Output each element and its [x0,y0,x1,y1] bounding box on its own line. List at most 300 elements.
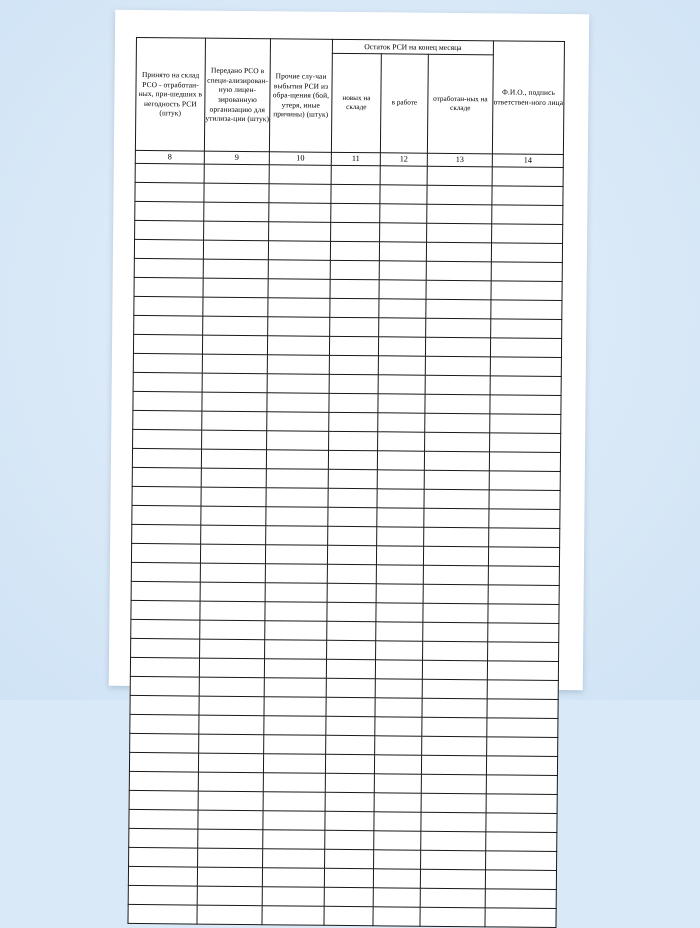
table-cell[interactable] [427,185,492,205]
table-cell[interactable] [330,298,379,317]
table-cell[interactable] [201,449,266,469]
table-cell[interactable] [327,640,376,659]
table-cell[interactable] [129,771,198,791]
table-cell[interactable] [131,581,200,601]
table-cell[interactable] [128,885,197,905]
table-cell[interactable] [135,182,204,202]
table-cell[interactable] [378,337,425,356]
table-cell[interactable] [199,715,264,735]
table-cell[interactable] [198,791,263,811]
table-cell[interactable] [327,564,376,583]
table-cell[interactable] [203,316,268,336]
table-cell[interactable] [376,622,423,641]
table-cell[interactable] [331,222,380,241]
table-cell[interactable] [134,239,203,259]
table-cell[interactable] [267,393,329,413]
table-cell[interactable] [265,583,327,603]
table-cell[interactable] [198,772,263,792]
table-cell[interactable] [488,642,559,662]
table-cell[interactable] [201,506,266,526]
header-cell-col12: в работе [380,54,428,153]
table-cell[interactable] [421,755,486,775]
table-cell[interactable] [423,622,488,642]
table-cell[interactable] [374,812,421,831]
table-cell[interactable] [424,470,489,490]
table-cell[interactable] [326,659,375,678]
table-cell[interactable] [263,849,325,869]
table-cell[interactable] [134,258,203,278]
table-cell[interactable] [330,279,379,298]
table-cell[interactable] [198,753,263,773]
table-cell[interactable] [268,298,330,318]
table-cell[interactable] [421,774,486,794]
table-cell[interactable] [492,167,563,187]
table-cell[interactable] [324,906,373,925]
column-number-14: 14 [492,154,563,168]
table-cell[interactable] [265,621,327,641]
table-cell[interactable] [130,676,199,696]
table-cell[interactable] [266,526,328,546]
table-cell[interactable] [129,809,198,829]
table-cell[interactable] [327,545,376,564]
table-cell[interactable] [421,831,486,851]
table-cell[interactable] [487,699,558,719]
table-cell[interactable] [488,604,559,624]
table-cell[interactable] [200,544,265,564]
table-cell[interactable] [487,737,558,757]
table-cell[interactable] [201,525,266,545]
table-cell[interactable] [373,907,420,926]
table-cell[interactable] [422,698,487,718]
table-cell[interactable] [330,260,379,279]
table-cell[interactable] [488,547,559,567]
table-cell[interactable] [265,602,327,622]
table-cell[interactable] [326,678,375,697]
table-cell[interactable] [490,357,561,377]
registration-table [127,37,565,928]
table-cell[interactable] [486,756,557,776]
table-cell[interactable] [133,353,202,373]
table-cell[interactable] [132,467,201,487]
table-cell[interactable] [263,792,325,812]
table-cell[interactable] [378,432,425,451]
table-cell[interactable] [492,186,563,206]
table-cell[interactable] [424,527,489,547]
table-cell[interactable] [269,184,331,204]
table-cell[interactable] [378,413,425,432]
table-cell[interactable] [197,886,262,906]
table-cell[interactable] [488,585,559,605]
table-cell[interactable] [488,566,559,586]
table-cell[interactable] [491,319,562,339]
table-cell[interactable] [131,562,200,582]
table-cell[interactable] [379,242,426,261]
table-cell[interactable] [331,165,380,184]
table-cell[interactable] [263,754,325,774]
table-cell[interactable] [377,470,424,489]
table-cell[interactable] [490,414,561,434]
table-cell[interactable] [129,847,198,867]
table-cell[interactable] [423,641,488,661]
table-cell[interactable] [426,280,491,300]
table-cell[interactable] [202,373,267,393]
column-number-9: 9 [204,151,269,165]
table-cell[interactable] [374,831,421,850]
table-cell[interactable] [373,888,420,907]
table-cell[interactable] [264,678,326,698]
table-cell[interactable] [197,867,262,887]
table-cell[interactable] [325,754,374,773]
table-container [127,37,563,928]
table-cell[interactable] [486,851,557,871]
table-cell[interactable] [203,240,268,260]
table-cell[interactable] [199,658,264,678]
table-cell[interactable] [376,603,423,622]
header-cell-col13: отработан-ных на складе [427,54,493,153]
table-cell[interactable] [204,183,269,203]
table-cell[interactable] [130,695,199,715]
table-cell[interactable] [489,452,560,472]
table-cell[interactable] [325,773,374,792]
table-cell[interactable] [489,528,560,548]
table-cell[interactable] [133,429,202,449]
table-cell[interactable] [426,261,491,281]
table-cell[interactable] [132,524,201,544]
table-cell[interactable] [492,224,563,244]
table-cell[interactable] [267,374,329,394]
table-cell[interactable] [266,507,328,527]
table-cell[interactable] [490,376,561,396]
table-cell[interactable] [133,334,202,354]
table-cell[interactable] [128,904,197,924]
table-cell[interactable] [487,661,558,681]
table-cell[interactable] [130,657,199,677]
table-cell[interactable] [379,261,426,280]
table-cell[interactable] [201,468,266,488]
table-cell[interactable] [263,830,325,850]
table-cell[interactable] [131,543,200,563]
table-cell[interactable] [198,848,263,868]
table-cell[interactable] [425,413,490,433]
table-cell[interactable] [326,697,375,716]
table-cell[interactable] [424,489,489,509]
table-cell[interactable] [491,300,562,320]
table-cell[interactable] [204,221,269,241]
column-number-13: 13 [427,153,492,167]
table-cell[interactable] [203,259,268,279]
table-cell[interactable] [425,432,490,452]
table-cell[interactable] [204,164,269,184]
table-cell[interactable] [202,335,267,355]
table-cell[interactable] [262,906,324,926]
table-cell[interactable] [264,735,326,755]
table-cell[interactable] [199,696,264,716]
table-cell[interactable] [268,260,330,280]
table-cell[interactable] [490,338,561,358]
table-cell[interactable] [200,639,265,659]
table-cell[interactable] [485,908,556,928]
table-cell[interactable] [378,394,425,413]
table-cell[interactable] [203,297,268,317]
table-cell[interactable] [264,716,326,736]
table-cell[interactable] [420,869,485,889]
table-cell[interactable] [486,813,557,833]
table-cell[interactable] [375,660,422,679]
table-cell[interactable] [485,870,556,890]
table-cell[interactable] [486,832,557,852]
table-cell[interactable] [491,262,562,282]
table-cell[interactable] [325,830,374,849]
table-cell[interactable] [269,222,331,242]
table-cell[interactable] [425,394,490,414]
table-cell[interactable] [329,336,378,355]
table-cell[interactable] [375,698,422,717]
table-cell[interactable] [133,410,202,430]
table-cell[interactable] [427,223,492,243]
table-cell[interactable] [325,849,374,868]
table-cell[interactable] [324,887,373,906]
table-cell[interactable] [326,716,375,735]
table-cell[interactable] [491,281,562,301]
table-cell[interactable] [266,469,328,489]
table-body [128,163,563,927]
table-cell[interactable] [268,317,330,337]
table-cell[interactable] [427,166,492,186]
table-cell[interactable] [487,718,558,738]
table-cell[interactable] [379,280,426,299]
table-cell[interactable] [328,507,377,526]
table-cell[interactable] [129,790,198,810]
table-cell[interactable] [132,448,201,468]
paper-sheet [109,10,589,691]
table-head [135,37,564,167]
table-cell[interactable] [324,868,373,887]
table-cell[interactable] [262,887,324,907]
table-cell[interactable] [486,794,557,814]
table-cell[interactable] [130,714,199,734]
table-cell[interactable] [424,451,489,471]
table-cell[interactable] [486,775,557,795]
table-cell[interactable] [489,471,560,491]
table-cell[interactable] [423,603,488,623]
column-number-11: 11 [331,152,380,165]
table-cell[interactable] [328,526,377,545]
table-cell[interactable] [133,391,202,411]
table-cell[interactable] [330,241,379,260]
table-cell[interactable] [204,202,269,222]
table-cell[interactable] [376,584,423,603]
table-cell[interactable] [423,565,488,585]
table-cell[interactable] [267,336,329,356]
table-cell[interactable] [198,829,263,849]
table-cell[interactable] [331,203,380,222]
table-cell[interactable] [135,163,204,183]
table-cell[interactable] [329,374,378,393]
table-cell[interactable] [199,734,264,754]
table-cell[interactable] [380,166,427,185]
table-cell[interactable] [326,735,375,754]
table-cell[interactable] [379,299,426,318]
header-cell-col9: Передано РСО в специ-ализирован-ную лицен-зированную организацию для утилиза-ции (штук) [204,38,270,152]
table-cell[interactable] [489,490,560,510]
table-cell[interactable] [427,204,492,224]
table-cell[interactable] [423,584,488,604]
table-cell[interactable] [420,907,485,927]
table-cell[interactable] [374,755,421,774]
table-cell[interactable] [489,509,560,529]
table-cell[interactable] [422,679,487,699]
table-cell[interactable] [203,278,268,298]
table-cell[interactable] [327,583,376,602]
table-cell[interactable] [202,411,267,431]
table-cell[interactable] [327,602,376,621]
header-cell-col8: Принято на склад РСО - отработан-ных, при-шедших в негодность РСИ (штук) [135,37,205,151]
table-cell[interactable] [425,356,490,376]
table-cell[interactable] [377,508,424,527]
table-cell[interactable] [422,736,487,756]
table-row[interactable] [128,904,556,927]
table-cell[interactable] [374,793,421,812]
table-cell[interactable] [199,677,264,697]
table-cell[interactable] [200,620,265,640]
table-cell[interactable] [268,279,330,299]
table-cell[interactable] [263,773,325,793]
table-cell[interactable] [200,582,265,602]
table-cell[interactable] [329,412,378,431]
table-cell[interactable] [424,508,489,528]
table-cell[interactable] [328,488,377,507]
table-cell[interactable] [132,505,201,525]
table-cell[interactable] [374,774,421,793]
table-cell[interactable] [133,372,202,392]
table-cell[interactable] [269,165,331,185]
table-cell[interactable] [376,641,423,660]
table-cell[interactable] [197,905,262,925]
table-cell[interactable] [328,450,377,469]
table-cell[interactable] [202,430,267,450]
header-group-remainder: Остаток РСИ на конец месяца [332,39,493,55]
table-cell[interactable] [131,619,200,639]
table-cell[interactable] [329,431,378,450]
table-cell[interactable] [376,565,423,584]
table-cell[interactable] [377,489,424,508]
table-cell[interactable] [265,545,327,565]
table-cell[interactable] [328,469,377,488]
header-cell-col14: Ф.И.О., подпись ответствен-ного лица [492,41,564,155]
table-cell[interactable] [380,204,427,223]
table-cell[interactable] [422,717,487,737]
table-cell[interactable] [426,318,491,338]
table-cell[interactable] [490,395,561,415]
table-cell[interactable] [130,733,199,753]
table-cell[interactable] [485,889,556,909]
table-cell[interactable] [201,487,266,507]
table-cell[interactable] [422,660,487,680]
table-cell[interactable] [426,242,491,262]
table-cell[interactable] [423,546,488,566]
table-cell[interactable] [131,638,200,658]
table-cell[interactable] [202,354,267,374]
table-cell[interactable] [263,811,325,831]
header-cell-col10: Прочие слу-чаи выбытия РСИ из обра-щения (бой, утеря, иные причины) (штук) [269,39,332,153]
table-cell[interactable] [426,299,491,319]
table-cell[interactable] [421,812,486,832]
table-cell[interactable] [378,375,425,394]
table-cell[interactable] [129,828,198,848]
table-cell[interactable] [380,185,427,204]
table-cell[interactable] [421,850,486,870]
column-number-10: 10 [269,152,331,166]
table-cell[interactable] [134,296,203,316]
table-cell[interactable] [267,431,329,451]
table-cell[interactable] [135,201,204,221]
table-cell[interactable] [329,355,378,374]
table-cell[interactable] [377,451,424,470]
table-cell[interactable] [131,600,200,620]
table-cell[interactable] [135,220,204,240]
table-cell[interactable] [128,866,197,886]
table-cell[interactable] [331,184,380,203]
table-cell[interactable] [380,223,427,242]
table-cell[interactable] [329,393,378,412]
table-cell[interactable] [327,621,376,640]
table-cell[interactable] [200,563,265,583]
table-cell[interactable] [330,317,379,336]
table-cell[interactable] [202,392,267,412]
table-cell[interactable] [267,355,329,375]
table-cell[interactable] [425,375,490,395]
table-cell[interactable] [266,450,328,470]
table-cell[interactable] [266,488,328,508]
column-number-8: 8 [135,150,204,164]
table-cell[interactable] [375,736,422,755]
table-cell[interactable] [492,205,563,225]
table-cell[interactable] [379,318,426,337]
table-cell[interactable] [132,486,201,506]
table-cell[interactable] [374,850,421,869]
table-cell[interactable] [425,337,490,357]
table-cell[interactable] [373,869,420,888]
table-cell[interactable] [268,241,330,261]
table-cell[interactable] [129,752,198,772]
table-cell[interactable] [262,868,324,888]
table-cell[interactable] [198,810,263,830]
table-cell[interactable] [265,640,327,660]
table-cell[interactable] [264,659,326,679]
table-cell[interactable] [200,601,265,621]
header-cell-col11: новых на складе [331,54,381,153]
table-cell[interactable] [490,433,561,453]
table-cell[interactable] [421,793,486,813]
table-cell[interactable] [375,717,422,736]
table-cell[interactable] [488,623,559,643]
table-cell[interactable] [375,679,422,698]
table-cell[interactable] [325,792,374,811]
table-cell[interactable] [491,243,562,263]
table-cell[interactable] [325,811,374,830]
table-cell[interactable] [420,888,485,908]
table-cell[interactable] [269,203,331,223]
table-cell[interactable] [487,680,558,700]
table-cell[interactable] [377,527,424,546]
table-cell[interactable] [134,315,203,335]
table-cell[interactable] [267,412,329,432]
table-cell[interactable] [265,564,327,584]
table-cell[interactable] [376,546,423,565]
table-cell[interactable] [134,277,203,297]
table-cell[interactable] [378,356,425,375]
column-number-12: 12 [380,153,427,166]
